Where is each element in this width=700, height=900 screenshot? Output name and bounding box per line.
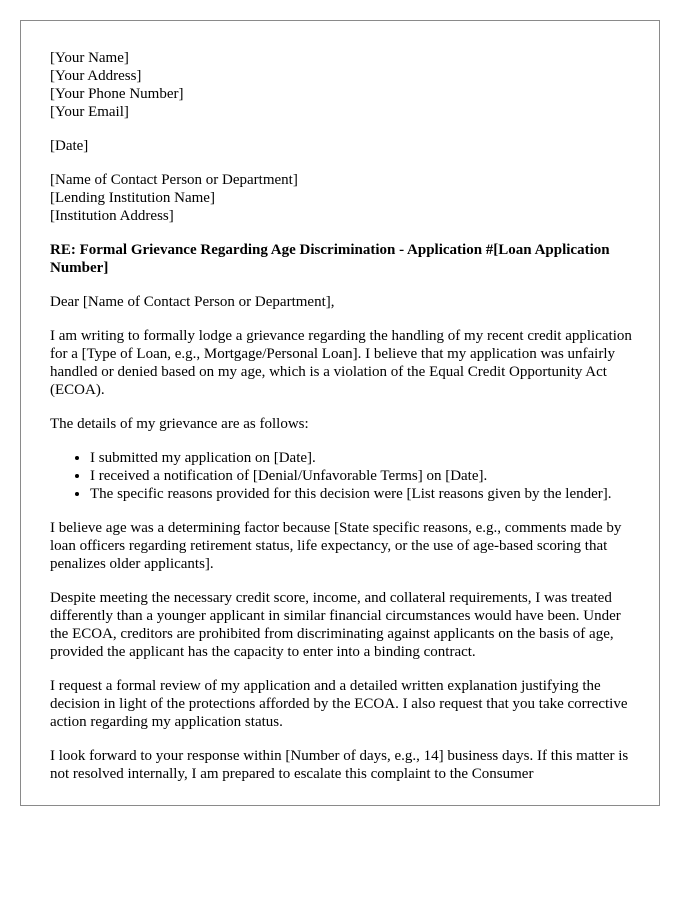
list-item: • I submitted my application on [Date]. bbox=[90, 449, 632, 467]
recipient-address: [Institution Address] bbox=[50, 208, 174, 224]
sender-phone: [Your Phone Number] bbox=[50, 86, 184, 102]
intro-paragraph: I am writing to formally lodge a grievance regarding the handling of my recent credit application for a [Type of Loan, e.g., Mortgage/Personal Loan]. I believe that my application was unfairly handled or denied based on my age, which is a violation of the Equal Credit Opportunity Act (ECOA). bbox=[50, 328, 632, 398]
subject-line: RE: Formal Grievance Regarding Age Discrimination - Application #[Loan Application Number] bbox=[50, 242, 610, 276]
letter-date: [Date] bbox=[50, 138, 89, 154]
salutation: Dear [Name of Contact Person or Department], bbox=[50, 294, 335, 310]
sender-email: [Your Email] bbox=[50, 104, 129, 120]
sender-block bbox=[50, 49, 632, 121]
sender-name: [Your Name] bbox=[50, 50, 129, 66]
letter-page bbox=[20, 20, 660, 806]
sender-address: [Your Address] bbox=[50, 68, 142, 84]
closing-paragraph: I look forward to your response within [Number of days, e.g., 14] business days. If this matter is not resolved internally, I am prepared to escalate this complaint to the Consumer bbox=[50, 748, 629, 782]
list-item: • I received a notification of [Denial/Unfavorable Terms] on [Date]. bbox=[90, 467, 632, 485]
list-item: • The specific reasons provided for this decision were [List reasons given by the lender]. bbox=[90, 485, 632, 503]
recipient-institution: [Lending Institution Name] bbox=[50, 190, 215, 206]
details-intro: The details of my grievance are as follows: bbox=[50, 416, 309, 432]
details-list bbox=[50, 449, 632, 503]
treatment-paragraph: Despite meeting the necessary credit score, income, and collateral requirements, I was treated differently than a younger applicant in similar financial circumstances would have been. Under the ECOA, creditors are prohibited from discriminating against applicants on the basis of age, provided the applicant has the capacity to enter into a binding contract. bbox=[50, 590, 621, 660]
recipient-contact: [Name of Contact Person or Department] bbox=[50, 172, 298, 188]
recipient-block bbox=[50, 171, 632, 225]
request-paragraph: I request a formal review of my application and a detailed written explanation justifying the decision in light of the protections afforded by the ECOA. I also request that you take corrective action regarding my application status. bbox=[50, 678, 628, 730]
belief-paragraph: I believe age was a determining factor because [State specific reasons, e.g., comments made by loan officers regarding retirement status, life expectancy, or the use of age-based scoring that penalizes older applicants]. bbox=[50, 520, 622, 572]
letter-body bbox=[50, 49, 632, 799]
